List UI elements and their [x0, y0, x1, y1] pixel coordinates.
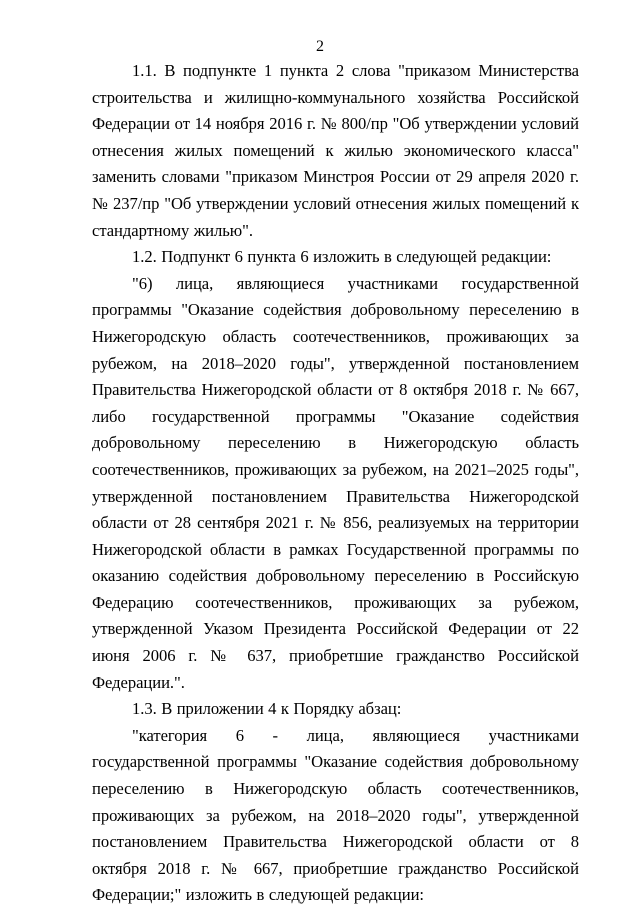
document-body: [92, 58, 579, 909]
paragraph-1-2: 1.2. Подпункт 6 пункта 6 изложить в следующей редакции:: [132, 247, 552, 267]
paragraph-category-6: "категория 6 - лица, являющиеся участниками государственной программы "Оказание содействия добровольному переселению в Нижегородскую область соотечественников, проживающих за рубежом, на 2018–2020 годы", утвержденной постановлением Правительства Нижегородской области от 8 октября 2018 г. № 667, приобретшие гражданство Российской Федерации;" изложить в следующей редакции:: [92, 725, 579, 905]
page-number: 2: [316, 38, 324, 55]
paragraph-1-3: 1.3. В приложении 4 к Порядку абзац:: [132, 699, 402, 719]
paragraph-1-1: 1.1. В подпункте 1 пункта 2 слова "приказом Министерства строительства и жилищно-коммунального хозяйства Российской Федерации от 14 ноября 2016 г. № 800/пр "Об утверждении условий отнесения жилых помещений к жилью экономического класса" заменить словами "приказом Минстроя России от 29 апреля 2020 г. № 237/пр "Об утверждении условий отнесения жилых помещений к стандартному жилью".: [92, 61, 579, 240]
paragraph-subpoint-6: "6) лица, являющиеся участниками государственной программы "Оказание содействия добровольному переселению в Нижегородскую область соотечественников, проживающих за рубежом, на 2018–2020 годы", утвержденной постановлением Правительства Нижегородской области от 8 октября 2018 г. № 667, либо государственной программы "Оказание содействия добровольному переселению в Нижегородскую область соотечественников, проживающих за рубежом, на 2021–2025 годы", утвержденной постановлением Правительства Нижегородской области от 28 сентября 2021 г. № 856, реализуемых на территории Нижегородской области в рамках Государственной программы по оказанию содействия добровольному переселению в Российскую Федерацию соотечественников, проживающих за рубежом, утвержденной Указом Президента Российской Федерации от 22 июня 2006 г. № 637, приобретшие гражданство Российской Федерации.".: [92, 273, 579, 692]
